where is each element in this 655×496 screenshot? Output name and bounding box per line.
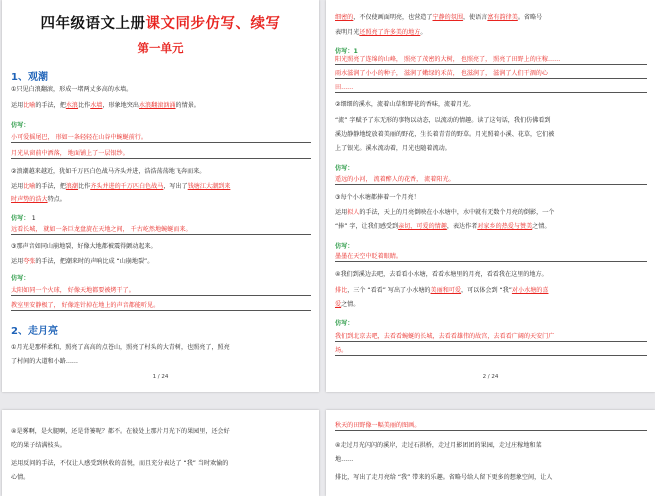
answer-line: 墨墨在天空中眨着眼睛。	[335, 253, 647, 262]
answer-line: 小可爱摇尾巴， 形如一条轻轻在山谷中蜿蜒前行。	[11, 134, 311, 143]
page-4	[326, 410, 655, 496]
analysis-line: 排比，三个 “看看” 写出了小水塘的美丽和可爱，可以体会到 “我”对小水塘的喜	[335, 287, 549, 294]
text-line: ④是雾啊，是火腿啊，还是背篓呢？都不。在彼处上那片月光下的果园里，还会好	[11, 428, 230, 435]
analysis-line: 运用比喻的手法，把浪潮比作齐头并进的千万匹白色战马，写出了钱塘江大潮到来	[11, 183, 231, 190]
imitation-label: 仿写：1	[335, 48, 358, 55]
analysis-line: 运用拟人的手法，天上的月亮倒映在小水塘中，水中就有无数个月亮的倒影，一个	[335, 209, 555, 216]
analysis-line: 上了银光。溪水流动着，月光也随着流动。	[335, 145, 451, 152]
analysis-line: 时声势的浩大特点。	[11, 196, 66, 203]
text-line: 吃的果子结满枝头。	[11, 442, 66, 449]
answer-line: 月光从窗前中洒落， 地面铺上了一层银纱。	[11, 150, 311, 159]
imitation-label: 仿写：	[335, 243, 354, 250]
analysis-line: 爱之情。	[335, 301, 360, 308]
answer-line: 遥远的小河， 流着醉人的花香， 流着阳光。	[335, 176, 647, 185]
text-line: ②细细的溪水，流着山草和野花的香味，流着月光。	[335, 101, 475, 108]
analysis-line: “流” 字赋予了东无形的事物以动态，以流动的情趣。读了这句话，我们仿佛看到	[335, 117, 551, 124]
answer-line: 雨水滋润了小小的种子， 滋润了嫩绿的禾苗， 也滋润了， 滋润了人们干涸的心	[335, 70, 647, 79]
answer-line: 场。	[335, 347, 647, 356]
page-2	[326, 0, 655, 392]
text-line: 了村间的大道和小路……	[11, 358, 79, 365]
page-number: 1 / 24	[152, 374, 169, 380]
analysis-line: 表明月光还照亮了许多美的地方。	[335, 29, 427, 36]
page-3	[2, 410, 319, 496]
answer-line: 太阳如同一个火球， 好像天地都要被烤干了。	[11, 287, 311, 296]
answer-line: 阳光照亮了连绵的山峰， 照亮了茂密的大树， 也照亮了， 照亮了田野上的庄稼……	[335, 56, 647, 65]
unit-heading: 第一单元	[137, 41, 184, 55]
section-heading-zouyueliang: 2、走月亮	[11, 326, 58, 337]
text-line: ④走过月光闪闪的溪岸，走过石拱桥，走过月影团团的果园，走过庄稼地和菜	[335, 442, 542, 449]
answer-line: 教室里安静极了， 好像连针掉在地上的声音都能听见。	[11, 302, 311, 311]
analysis-line: 运用夸张的手法，把潮来时的声响比成 “山崩地裂”。	[11, 258, 154, 265]
text-line: ②浪潮越来越近，犹如千万匹白色战马齐头并进，浩浩荡荡地飞奔而来。	[11, 168, 206, 175]
document-title	[2, 12, 319, 33]
text-line: 地……	[335, 456, 354, 463]
analysis-line: 排比，写出了走月亮给 “我” 带来的乐趣。省略号给人留下更多的想象空间，让人	[335, 474, 553, 481]
page-1	[2, 0, 319, 392]
text-line: ③那声音如同山崩地裂，好像大地都被震得颤动起来。	[11, 243, 157, 250]
analysis-line: 心情。	[11, 474, 30, 481]
analysis-line: 细密的，不仅使画面明亮，也营造了宁静的氛围，使语言富有韵律美。省略号	[335, 14, 543, 21]
text-line: ④我们到溪边去吧，去看看小水塘，看看水塘里的月亮，看看我在这里的地方。	[335, 271, 548, 278]
analysis-line: 溪边静静地绽放着美丽的野花，生长着青青的野草。月光照着小溪、花草，它们被	[335, 131, 555, 138]
title-black: 四年级语文上册	[40, 15, 146, 32]
imitation-label: 仿写： 1	[11, 215, 36, 222]
page-number: 2 / 24	[482, 374, 499, 380]
analysis-line: 运用反问的手法，不仅让人感受到秋收的喜悦，而且充分表达了 “我” 当时欢愉的	[11, 460, 229, 467]
section-heading-guanchao: 1、观潮	[11, 72, 48, 83]
text-line: ③每个小水塘都捧着一个月亮！	[335, 194, 420, 201]
answer-line: 田……	[335, 84, 647, 93]
analysis-line: 运用比喻的手法，把水浪比作水墙，形象地突出水浪翻滚汹涌的情景。	[11, 102, 200, 109]
title-red: 课文同步仿写、续写	[145, 15, 281, 32]
imitation-label: 仿写：	[335, 165, 354, 172]
text-line: ①只见白浪翻滚，形成一堵两丈多高的水墙。	[11, 86, 133, 93]
imitation-label: 仿写：	[11, 122, 30, 129]
imitation-label: 仿写：	[335, 320, 354, 327]
answer-line: 秋天的田野像一幅美丽的图画。	[335, 422, 647, 431]
answer-line: 我们到北京去吧，去看看蜿蜒的长城，去看看雄伟的故宫，去看看广阔的天安门广	[335, 333, 647, 342]
analysis-line: “捧” 字，让我们感受到亲切、可爱的情趣，表达作者对家乡的热爱与赞美之情。	[335, 223, 551, 230]
imitation-label: 仿写：	[11, 275, 30, 282]
answer-line: 远看长城， 就如一条巨龙盘旋在天地之间， 千古屹然地蜿蜒而来。	[11, 226, 311, 235]
text-line: ①月光是那样柔和，照亮了高高的点苍山，照亮了村头的大青树，也照亮了，照亮	[11, 344, 230, 351]
